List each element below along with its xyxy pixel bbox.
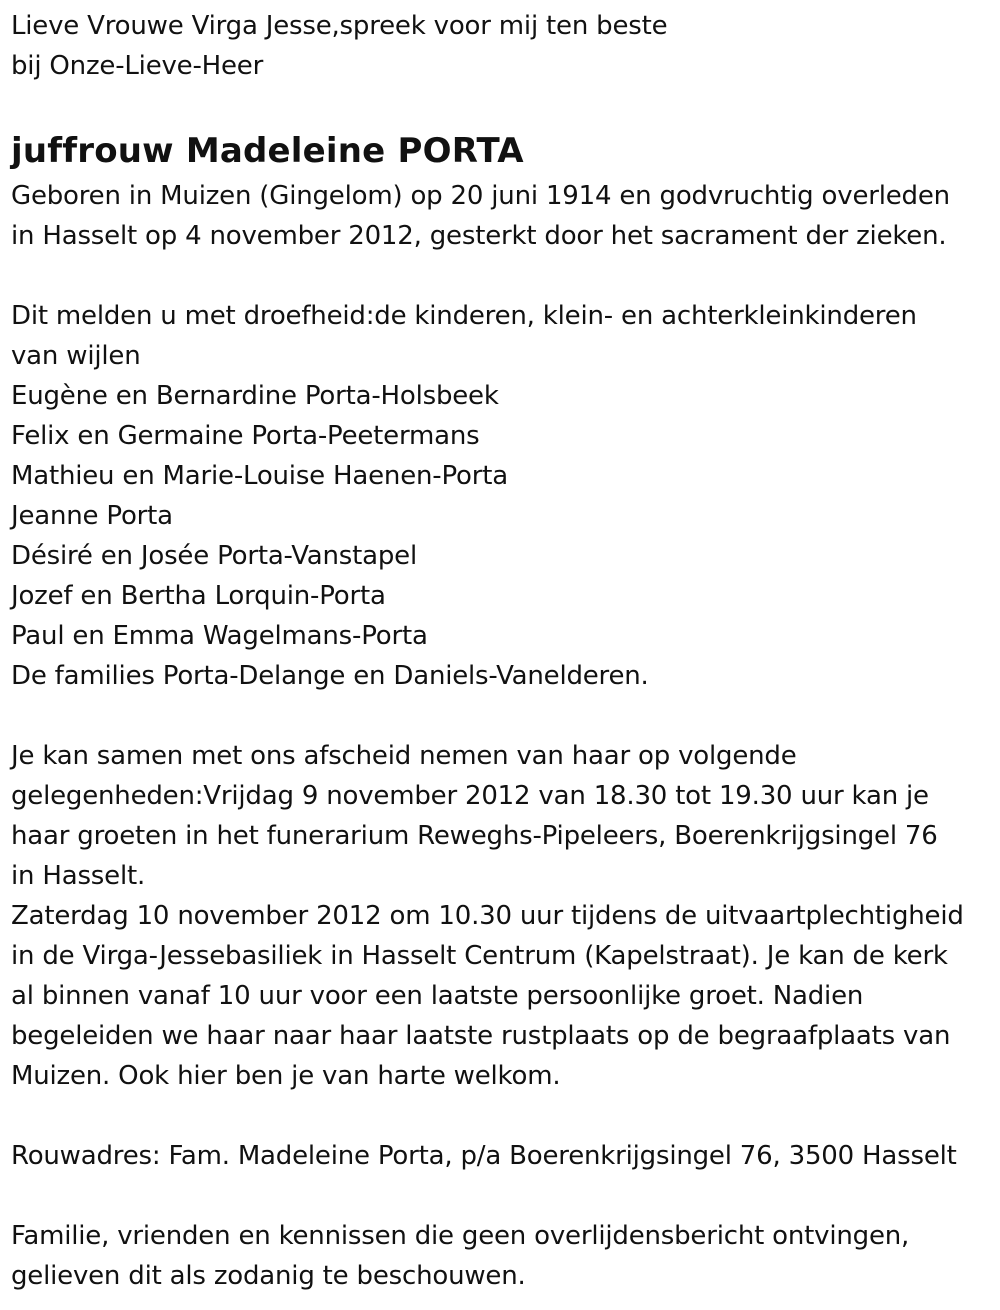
spacer [11,696,996,736]
family-item: Felix en Germaine Porta-Peetermans [11,421,480,451]
farewell-line: in de Virga-Jessebasiliek in Hasselt Centrum (Kapelstraat). Je kan de kerk [11,941,948,971]
announcement-line: van wijlen [11,341,141,371]
birth-death-line: Geboren in Muizen (Gingelom) op 20 juni 1914 en godvruchtig overleden [11,181,950,211]
spacer [11,256,996,296]
farewell-line: al binnen vanaf 10 uur voor een laatste persoonlijke groet. Nadien [11,981,864,1011]
announcement-text [11,296,996,376]
family-item: Eugène en Bernardine Porta-Holsbeek [11,381,499,411]
birth-death-line: in Hasselt op 4 november 2012, gesterkt door het sacrament der zieken. [11,221,947,251]
farewell-line: Zaterdag 10 november 2012 om 10.30 uur tijdens de uitvaartplechtigheid [11,901,964,931]
closing-line: gelieven dit als zodanig te beschouwen. [11,1261,526,1291]
family-item: Jeanne Porta [11,501,173,531]
farewell-text [11,736,996,1096]
prayer-intro [11,6,996,86]
spacer [11,1096,996,1136]
mourning-address: Rouwadres: Fam. Madeleine Porta, p/a Boerenkrijgsingel 76, 3500 Hasselt [11,1141,957,1171]
family-item: Désiré en Josée Porta-Vanstapel [11,541,417,571]
spacer [11,1176,996,1216]
family-item: Jozef en Bertha Lorquin-Porta [11,581,386,611]
farewell-line: Muizen. Ook hier ben je van harte welkom. [11,1061,561,1091]
farewell-line: begeleiden we haar naar haar laatste rustplaats op de begraafplaats van [11,1021,951,1051]
family-item: Paul en Emma Wagelmans-Porta [11,621,428,651]
intro-line: Lieve Vrouwe Virga Jesse,spreek voor mij ten beste [11,11,668,41]
closing-text [11,1216,996,1296]
announcement-line: Dit melden u met droefheid:de kinderen, klein- en achterkleinkinderen [11,301,917,331]
deceased-name: juffrouw Madeleine PORTA [11,131,524,171]
family-item: Mathieu en Marie-Louise Haenen-Porta [11,461,508,491]
family-item: De families Porta-Delange en Daniels-Vanelderen. [11,661,649,691]
farewell-line: in Hasselt. [11,861,146,891]
obituary-document [11,6,996,1296]
birth-death-text [11,176,996,256]
farewell-line: haar groeten in het funerarium Reweghs-Pipeleers, Boerenkrijgsingel 76 [11,821,938,851]
farewell-line: Je kan samen met ons afscheid nemen van haar op volgende [11,741,797,771]
family-list [11,376,996,696]
closing-line: Familie, vrienden en kennissen die geen overlijdensbericht ontvingen, [11,1221,910,1251]
farewell-line: gelegenheden:Vrijdag 9 november 2012 van 18.30 tot 19.30 uur kan je [11,781,929,811]
intro-line: bij Onze-Lieve-Heer [11,51,264,81]
